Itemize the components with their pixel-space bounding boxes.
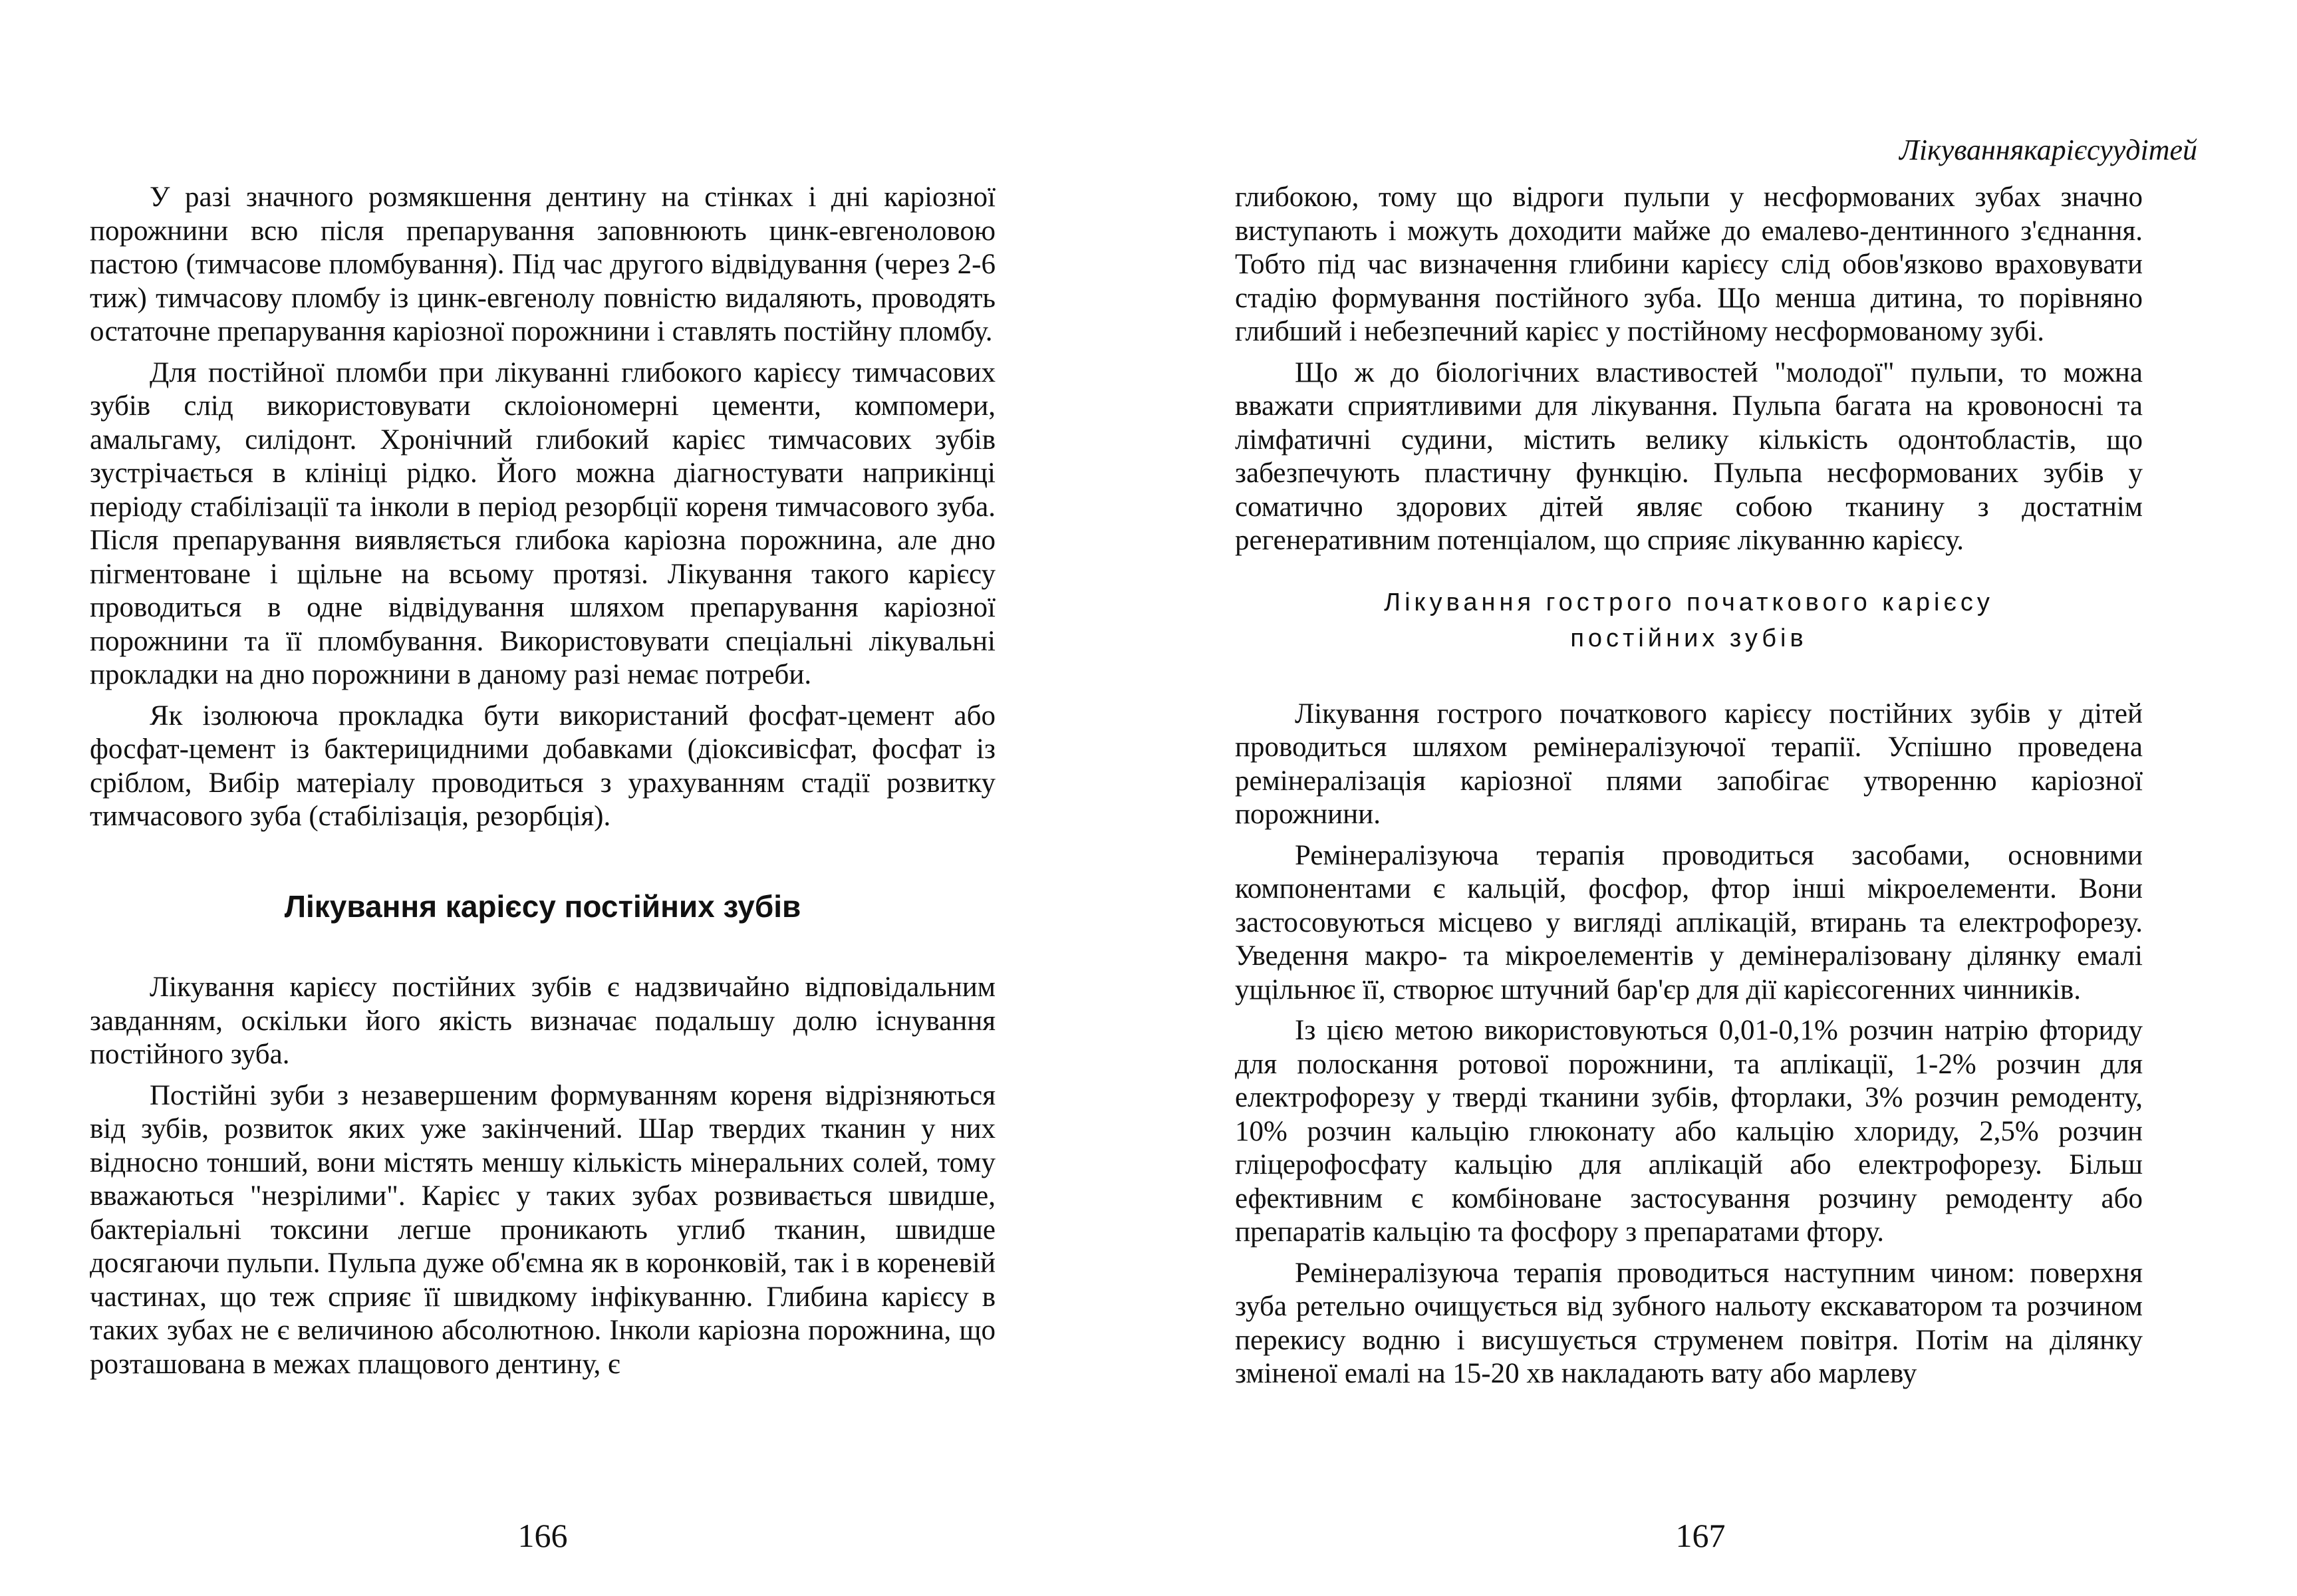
paragraph: Із цією метою використовуються 0,01-0,1% розчин натрію фториду для полоскання ротової порожнини, та аплікації, 1-2% розчин для електрофорезу у тверді тканини зубів, фторлаки, 3% розчин ремоденту, 10% розчин кальцію глюконату або кальцію хлориду, 2,5% розчин гліцерофосфату кальцію для аплікацій або електрофорезу. Більш ефективним є комбіноване застосування розчину ремоденту або препаратів кальцію та фосфору з препаратами фтору.	[1235, 1015, 2143, 1248]
paragraph: Для постійної пломби при лікуванні глибокого карієсу тимчасових зубів слід використовувати склоіономерні цементи, компомери, амальгаму, силідонт. Хронічний глибокий карієс тимчасових зубів зустрічається в клініці рідко. Його можна діагностувати наприкінці періоду стабілізації та інколи в період резорбції кореня тимчасового зуба. Після препарування виявляється глибока каріозна порожнина, але дно пігментоване і щільне на всьому протязі. Лікування такого карієсу проводиться в одне відвідування шляхом препарування каріозної порожнини та її пломбування. Використовувати спеціальні лікувальні прокладки на дно порожнини в даному разі немає потреби.	[90, 356, 996, 690]
section-heading: Лікування карієсу постійних зубів	[284, 888, 801, 924]
paragraph: Як ізолююча прокладка бути використаний фосфат-цемент або фосфат-цемент із бактерицидними добавками (діоксивісфат, фосфат із сріблом, Вибір матеріалу проводиться з урахуванням стадії розвитку тимчасового зуба (стабілізація, резорбція).	[90, 700, 996, 832]
paragraph: глибокою, тому що відроги пульпи у несформованих зубах значно виступають і можуть доходити майже до емалево-дентинного з'єднання. Тобто під час визначення глибини карієсу слід обов'язково враховувати стадію формування постійного зуба. Що менша дитина, то порівняно глибший і небезпечний карієс у постійному несформованому зубі.	[1235, 182, 2143, 347]
paragraph: Ремінералізуюча терапія проводиться наступним чином: поверхня зуба ретельно очищується від зубного нальоту екскаватором та розчином перекису водню і висушується струменем повітря. Потім на ділянку зміненої емалі на 15-20 хв накладають вату або марлеву	[1235, 1257, 2143, 1389]
paragraph: Лікування гострого початкового карієсу постійних зубів у дітей проводиться шляхом ремінералізуючої терапії. Успішно проведена ремінералізація каріозної плями запобігає утворенню каріозної порожнини.	[1235, 698, 2143, 830]
paragraph: Ремінералізуюча терапія проводиться засобами, основними компонентами є кальцій, фосфор, фтор інші мікроелементи. Вони застосовуються місцево у вигляді аплікацій, втирань та електрофорезу. Уведення макро- та мікроелементів у демінералізовану ділянку емалі ущільнює її, створює штучний бар'єр для дії карієсогенних чинників.	[1235, 839, 2143, 1005]
section-heading-line: постійних зубів	[1570, 624, 1808, 652]
left-page	[0, 0, 1148, 1596]
section-heading	[1235, 585, 2143, 656]
left-text-column	[90, 181, 996, 1389]
section-heading-line: Лікування гострого початкового карієсу	[1384, 588, 1994, 616]
page-number: 166	[517, 1517, 568, 1554]
paragraph: Постійні зуби з незавершеним формуванням кореня відрізняються від зубів, розвиток яких уже закінчений. Шар твердих тканин у них відносно тонший, вони містять меншу кількість мінеральних солей, тому вважаються "незрілими". Карієс у таких зубах розвивається швидше, бактеріальні токсини легше проникають углиб тканин, швидше досягаючи пульпи. Пульпа дуже об'ємна як в коронковій, так і в кореневій частинах, що теж сприяє її швидкому інфікуванню. Глибина карієсу в таких зубах не є величиною абсолютною. Інколи каріозна порожнина, що розташована в межах плащового дентину, є	[90, 1079, 996, 1380]
right-page	[1148, 0, 2297, 1596]
right-text-column	[1235, 181, 2143, 1398]
paragraph: Лікування карієсу постійних зубів є надзвичайно відповідальним завданням, оскільки його якість визначає подальшу долю існування постійного зуба.	[90, 972, 996, 1070]
paragraph: Що ж до біологічних властивостей "молодої" пульпи, то можна вважати сприятливими для лікування. Пульпа багата на кровоносні та лімфатичні судини, містить велику кількість одонтобластів, що забезпечують пластичну функцію. Пульпа несформованих зубів у соматично здорових дітей являє собою тканину з достатнім регенеративним потенціалом, що сприяє лікуванню карієсу.	[1235, 356, 2143, 556]
paragraph: У разі значного розмякшення дентину на стінках і дні каріозної порожнини всю після препарування заповнюють цинк-евгеноловою пастою (тимчасове пломбування). Під час другого відвідування (через 2-6 тиж) тимчасову пломбу із цинк-евгенолу повністю видаляють, проводять остаточне препарування каріозної порожнини і ставлять постійну пломбу.	[90, 182, 996, 347]
running-head: Лікуваннякарієсуудітей	[1899, 134, 2197, 166]
page-number: 167	[1675, 1517, 1726, 1554]
